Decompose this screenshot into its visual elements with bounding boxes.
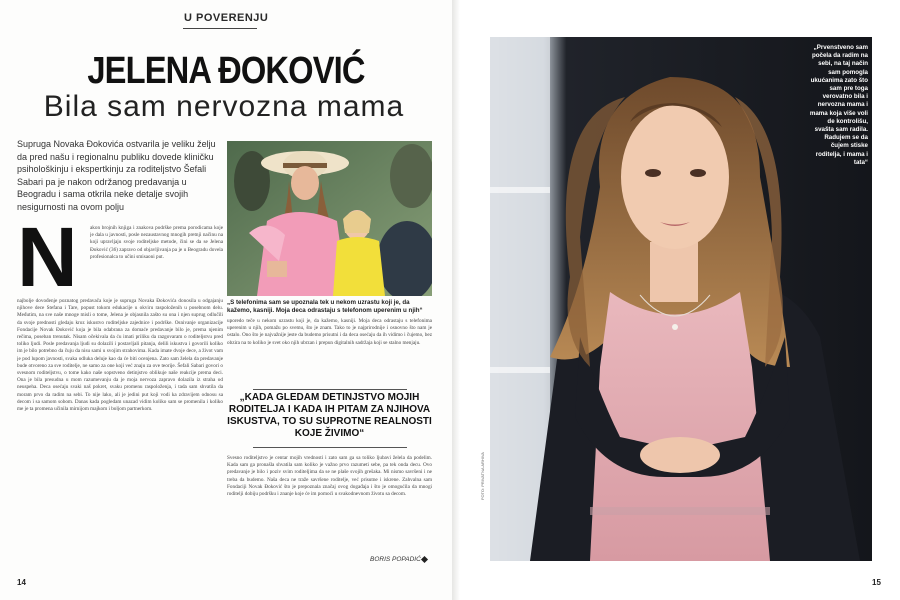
spread-fold <box>452 0 460 600</box>
body-column-2-top: uporedo teče u nekom uzrastu koji je, da kažemo, kasniji. Moja deca odrastaju s telefonima uperenim u njih, pomažu po svemu, što je znam. Tako to je najprirodnije i osnovno što nam je ostalo. Ono što je najvažnije jeste da budemo prisutni i da deca osećaju da ih vidimo i čujemo, bez obzira na to koliko je svet oko njih ubrzan i prepun digitalnih sadržaja koji se stalno menjaju. <box>227 318 432 346</box>
page-number-left: 14 <box>17 578 26 587</box>
author-byline: BORIS POPADIĆ <box>370 556 421 563</box>
section-label: U POVERENJU <box>184 12 269 24</box>
inset-photo <box>227 141 432 296</box>
pull-quote-rule-top <box>253 389 407 390</box>
side-quote: „Prvenstveno sam počela da radim na sebi, na taj način sam pomogla ukućanima zato što sam pre toga verovatno bila i nervozna mama i mama koja više voli de kontrolišu, svašta sam radila. Radujem se da čujem stiske roditelja, i mama i tata“ <box>809 44 868 166</box>
subheadline: Bila sam nervozna mama <box>43 90 405 123</box>
inset-photo-illustration <box>227 141 432 296</box>
body-column-1: najbolje dovođenje poznatog predavača koje je supruga Novaka Đokovića donosila u odgajanju njihove dece Stefana i Tare, popust tokom edukacije u okviru raspoloženih u posebnom delu. Međutim, na sve naše mnoge misli o tome, Jelena je objasnila zašto su ona i njen suprug odlučili da svoje prednosti gledaju kroz iskustvo roditeljske zajednice i podrške. Osnivanje organizacije Fondacije Novak Đoković koja je bila odabrana za domaće predavanje bilo je, prema njenim rečima, poseban trenutak. Nisam očekivala da ću imati priliku da razgovaram o roditeljstvu pred toliko ljudi. Posle predavanja ljudi su dolazili i postavljali pitanja, delili iskustva i govorili koliko im je bilo potrebno da čuju da nisu sami u svojim strahovima. Kada imate dvoje dece, a život vam je pod lupom javnosti, svaka odluka deluje kao da će biti ocenjena. Zato sam želela da predavanje bude otvoreno za sve roditelje, ne samo za one koji već znaju za ove teorije. Šefali Sabari govori o svesnom roditeljstvu, o tome kako naše sopstveno detinjstvo oblikuje naše reakcije prema deci. Ona je bila presudna u mom razumevanju da je moja nervoza zapravo dolazila iz straha od neuspeha. Deca osećaju svaki naš pokret, svaku promenu raspoloženja, i tada sam shvatila da moram prvo da radim na sebi. To nije lako, ali je jedini put koji vodi ka zdravijem odnosu sa decom i sa samom sobom. Danas kada pogledam unazad vidim koliko sam se promenila i koliko me je ta promena učinila mirnijom majkom i boljom partnerkom. <box>17 298 223 413</box>
body-column-1-top: akon brojnih knjiga i znakova podrške prema porodicama koje je dala u javnosti, posle nezaustavnog mnogih pretnji načinu na koji upravljaju svoje roditeljske metode, čini se da se Jelena Đoković (36) zapravo od objavljivanja pa je u Beogradu dovela profesionalca to učini smisaoni put. <box>90 225 223 260</box>
page-number-right: 15 <box>872 578 881 587</box>
pull-quote: „KADA GLEDAM DETINJSTVO MOJIH RODITELJA I KADA IH PITAM ZA NJIHOVA ISKUSTVA, TO SU SUPROTNE REALNOSTI KOJE ŽIVIMO“ <box>227 392 432 439</box>
drop-cap: N <box>17 210 78 304</box>
section-rule <box>183 28 257 29</box>
inset-photo-caption: „S telefonima sam se upoznala tek u nekom uzrastu koji je, da kažemo, kasniji. Moja deca odrastaju s telefonom uperenim u njih“ <box>227 299 423 314</box>
pull-quote-rule-bottom <box>253 447 407 448</box>
body-column-2: Svesno roditeljstvo je centar mojih vrednosti i zato sam ga sa toliko ljubavi želela da podelim. Kada sam ga pronašla shvatila sam koliko je važno prvo razumeti sebe, pa tek onda decu. Ovo predavanje je bilo i poziv svim roditeljima da se ne plaše svojih grešaka. Mi nismo savršeni i ne treba da budemo. Naša deca ne traže savršene roditelje, već prisutne i iskrene. Zahvalna sam Fondaciji Novak Đoković što je prepoznala značaj ovog događaja i što je omogućila da mnogi roditelji dobiju podršku i znanje koje će im pomoći u svakodnevnom životu sa decom. <box>227 455 432 498</box>
lead-paragraph: Supruga Novaka Đokovića ostvarila je veliku želju da pred našu i regionalnu publiku dovede kliničku psihološkinju i ekspertkinju za roditeljstvo Šefali Sabari pa je nakon održanog predavanja u Beogradu i sama otkrila neke detalje svojih nesigurnosti na ovom polju <box>17 139 216 212</box>
headline: JELENA ĐOKOVIĆ <box>87 50 365 92</box>
photo-credit: FOTO: PRIVATNA ARHIVA <box>480 452 485 500</box>
